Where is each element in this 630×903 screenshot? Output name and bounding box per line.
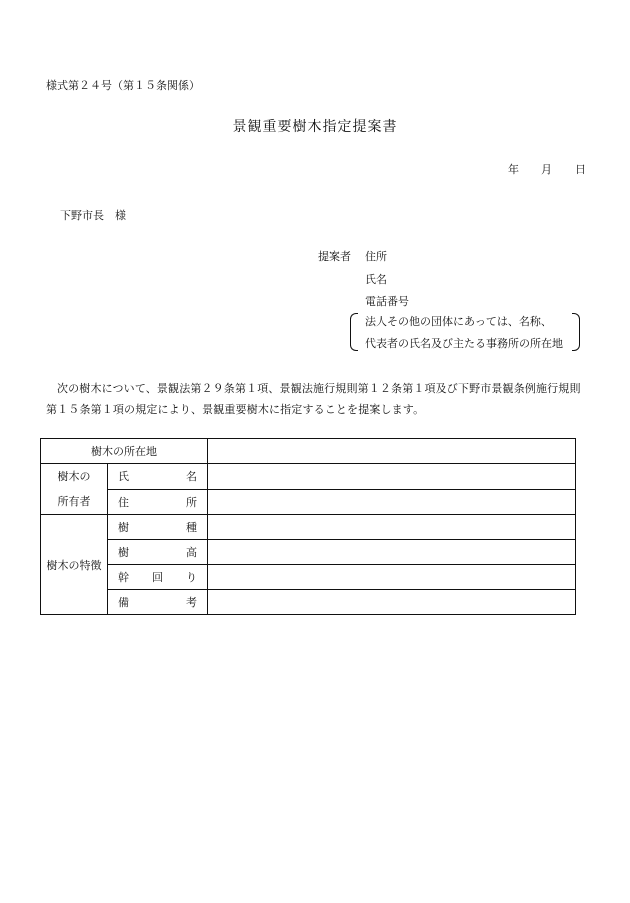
form-number: 様式第２４号（第１５条関係） [46,79,200,92]
owner-name-label [108,464,208,490]
row-label-char: 樹 [118,546,129,559]
row-label-char: 回 [152,571,163,584]
owner-address-label [108,489,208,515]
table-row [41,439,576,464]
addressee: 下野市長 様 [60,209,126,222]
table-row [41,590,576,615]
species-value-cell[interactable] [208,515,576,540]
tree-info-table [40,438,576,615]
date-day-label: 日 [575,163,586,176]
row-label-char: 高 [186,546,197,559]
proposer-name-label: 氏名 [365,273,387,286]
table-row [41,515,576,540]
row-label-char: 考 [186,596,197,609]
row-label-char: 樹 [118,521,129,534]
proposer-label: 提案者 [318,250,351,263]
owner-address-value-cell[interactable] [208,489,576,515]
owner-group-line1: 樹木の [57,470,91,483]
table-row [41,540,576,565]
table-row [41,464,576,490]
remarks-value-cell[interactable] [208,590,576,615]
body-paragraph: 次の樹木について、景観法第２９条第１項、景観法施行規則第１２条第１項及び下野市景観条例施行規則第１５条第１項の規定により、景観重要樹木に指定することを提案します。 [46,382,581,416]
height-label [108,540,208,565]
species-label [108,515,208,540]
owner-group-label [41,464,108,515]
remarks-label [108,590,208,615]
row-label-char: 幹 [118,571,129,584]
row-label-char: 住 [118,495,129,509]
height-value-cell[interactable] [208,540,576,565]
location-value-cell[interactable] [208,439,576,464]
feature-group-label: 樹木の特徴 [41,515,108,615]
row-label-char: 名 [186,470,197,484]
proposer-note-line2: 代表者の氏名及び主たる事務所の所在地 [365,337,563,350]
proposer-address-label: 住所 [365,250,387,263]
left-bracket [350,313,358,351]
owner-group-line2: 所有者 [57,495,91,508]
table-row [41,489,576,515]
row-label-char: 氏 [118,470,129,484]
proposer-note-line1: 法人その他の団体にあっては、名称、 [365,315,552,328]
date-month-label: 月 [541,163,552,176]
trunk-girth-label [108,565,208,590]
row-label-char: 所 [186,495,197,509]
trunk-girth-value-cell[interactable] [208,565,576,590]
location-label: 樹木の所在地 [41,439,208,464]
row-label-char: 種 [186,521,197,534]
proposer-phone-label: 電話番号 [365,295,409,308]
document-title: 景観重要樹木指定提案書 [232,119,398,135]
owner-name-value-cell[interactable] [208,464,576,490]
date-year-label: 年 [508,163,519,176]
row-label-char: り [186,571,197,584]
right-bracket [572,313,580,351]
table-row [41,565,576,590]
row-label-char: 備 [118,596,129,609]
